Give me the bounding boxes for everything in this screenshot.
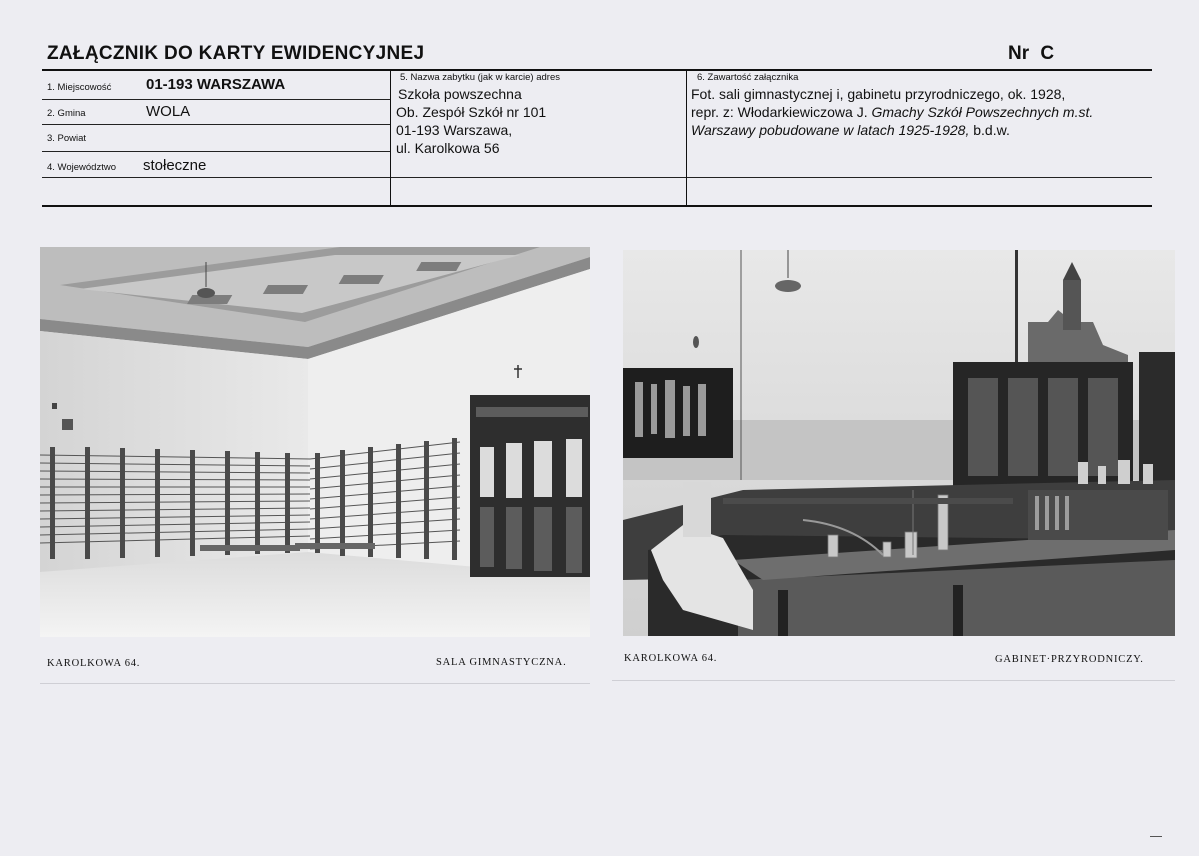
laboratory-caption-left: KAROLKOWA 64. [624,653,718,664]
field-value-gmina: WOLA [146,103,191,120]
field-value-miejscowosc: 01-193 WARSZAWA [146,76,286,93]
caption-divider [612,680,1175,681]
scan-mark [1150,836,1162,837]
zawartosc-line-2-text: repr. z: Włodarkiewiczowa J. [691,104,872,120]
zawartosc-line-3-text: b.d.w. [969,122,1010,138]
gymnasium-caption-right: SALA GIMNASTYCZNA. [436,657,567,668]
table-bottom-border [42,205,1152,207]
gymnasium-photo-graphic [40,247,590,637]
zawartosc-line-2 [691,104,1093,121]
table-row-divider [42,124,390,125]
gymnasium-photo [40,247,590,637]
zabytek-label: 5. Nazwa zabytku (jak w karcie) adres [400,72,560,83]
field-label-gmina: 2. Gmina [47,108,86,119]
field-label-miejscowosc: 1. Miejscowość [47,82,112,93]
field-label-wojewodztwo: 4. Województwo [47,162,116,173]
document-number: Nr C [1008,43,1055,64]
zawartosc-line-3-italic: Warszawy pobudowane w latach 1925-1928, [691,122,970,138]
gymnasium-caption-left: KAROLKOWA 64. [47,658,141,669]
table-row-divider [42,177,1152,178]
zabytek-line: 01-193 Warszawa, [396,122,513,138]
caption-divider [40,683,590,684]
laboratory-caption-right: GABINET·PRZYRODNICZY. [995,654,1144,665]
table-row-divider [42,99,390,100]
laboratory-photo-graphic [623,250,1175,636]
zawartosc-line-3 [691,122,1010,139]
zabytek-line: Szkoła powszechna [398,86,522,102]
zabytek-line: Ob. Zespół Szkół nr 101 [396,104,547,120]
table-column-divider [390,70,391,206]
laboratory-photo [623,250,1175,636]
zawartosc-line-1: Fot. sali gimnastycznej i, gabinetu przyrodniczego, ok. 1928, [691,86,1066,102]
table-top-border [42,69,1152,71]
table-row-divider [42,151,390,152]
zawartosc-label: 6. Zawartość załącznika [697,72,799,83]
table-column-divider [686,70,687,206]
document-title: ZAŁĄCZNIK DO KARTY EWIDENCYJNEJ [47,43,425,64]
zawartosc-line-2-italic: Gmachy Szkół Powszechnych m.st. [871,104,1094,120]
zabytek-line: ul. Karolkowa 56 [396,140,500,156]
field-label-powiat: 3. Powiat [47,133,87,144]
field-value-wojewodztwo: stołeczne [143,157,207,174]
